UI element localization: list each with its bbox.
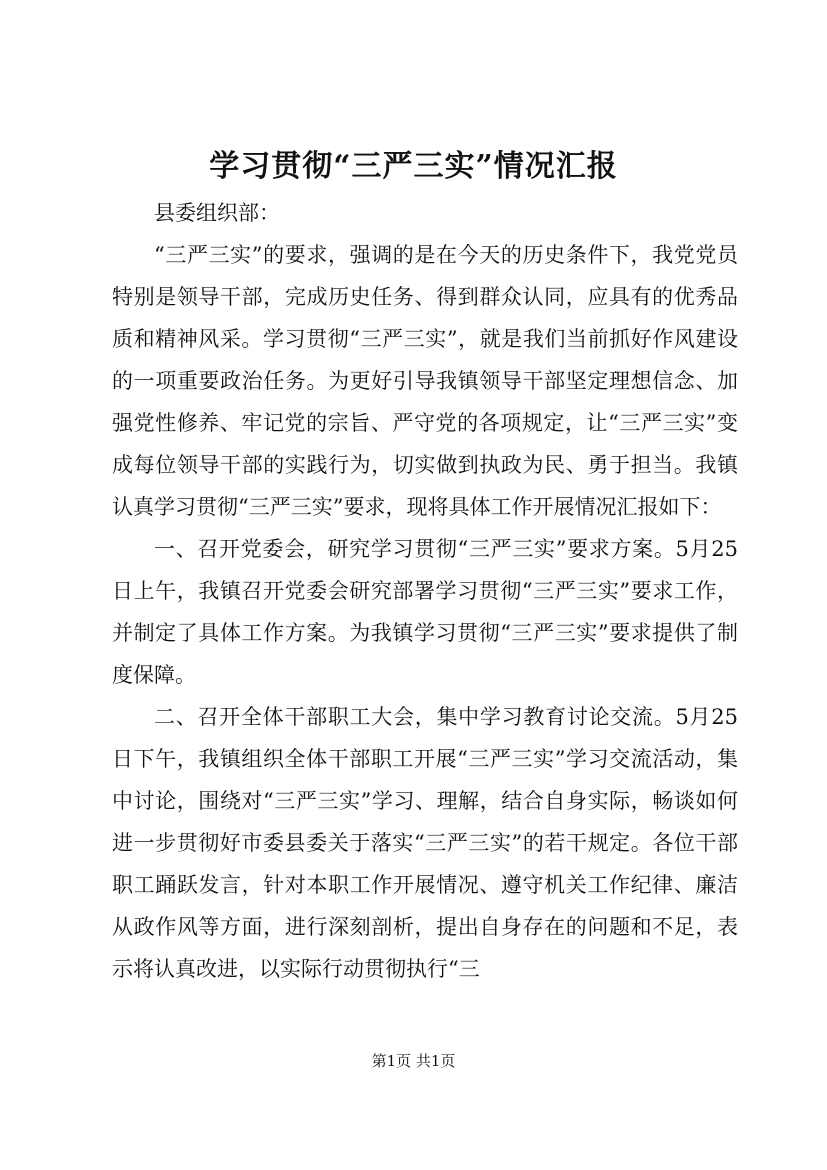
paragraph-section-one: 一、召开党委会，研究学习贯彻“三严三实”要求方案。5月25日上午，我镇召开党委会研究部署学习贯彻“三严三实”要求工作，并制定了具体工作方案。为我镇学习贯彻“三严三实”要求提供了制度保障。 — [112, 537, 738, 687]
document-title: 学习贯彻“三严三实”情况汇报 — [209, 149, 618, 184]
page-number: 第1页 共1页 — [371, 1052, 456, 1070]
salutation: 县委组织部： — [154, 201, 280, 225]
paragraph-intro: “三严三实”的要求，强调的是在今天的历史条件下，我党党员特别是领导干部，完成历史任务、得到群众认同，应具有的优秀品质和精神风采。学习贯彻“三严三实”，就是我们当前抓好作风建设的一项重要政治任务。为更好引导我镇领导干部坚定理想信念、加强党性修养、牢记党的宗旨、严守党的各项规定，让“三严三实”变成每位领导干部的实践行为，切实做到执政为民、勇于担当。我镇认真学习贯彻“三严三实”要求，现将具体工作开展情况汇报如下： — [112, 243, 738, 519]
paragraph-section-two: 二、召开全体干部职工大会，集中学习教育讨论交流。5月25日下午，我镇组织全体干部职工开展“三严三实”学习交流活动，集中讨论，围绕对“三严三实”学习、理解，结合自身实际，畅谈如何进一步贯彻好市委县委关于落实“三严三实”的若干规定。各位干部职工踊跃发言，针对本职工作开展情况、遵守机关工作纪律、廉洁从政作风等方面，进行深刻剖析，提出自身存在的问题和不足，表示将认真改进，以实际行动贯彻执行“三 — [112, 705, 738, 981]
document-body — [112, 192, 738, 990]
